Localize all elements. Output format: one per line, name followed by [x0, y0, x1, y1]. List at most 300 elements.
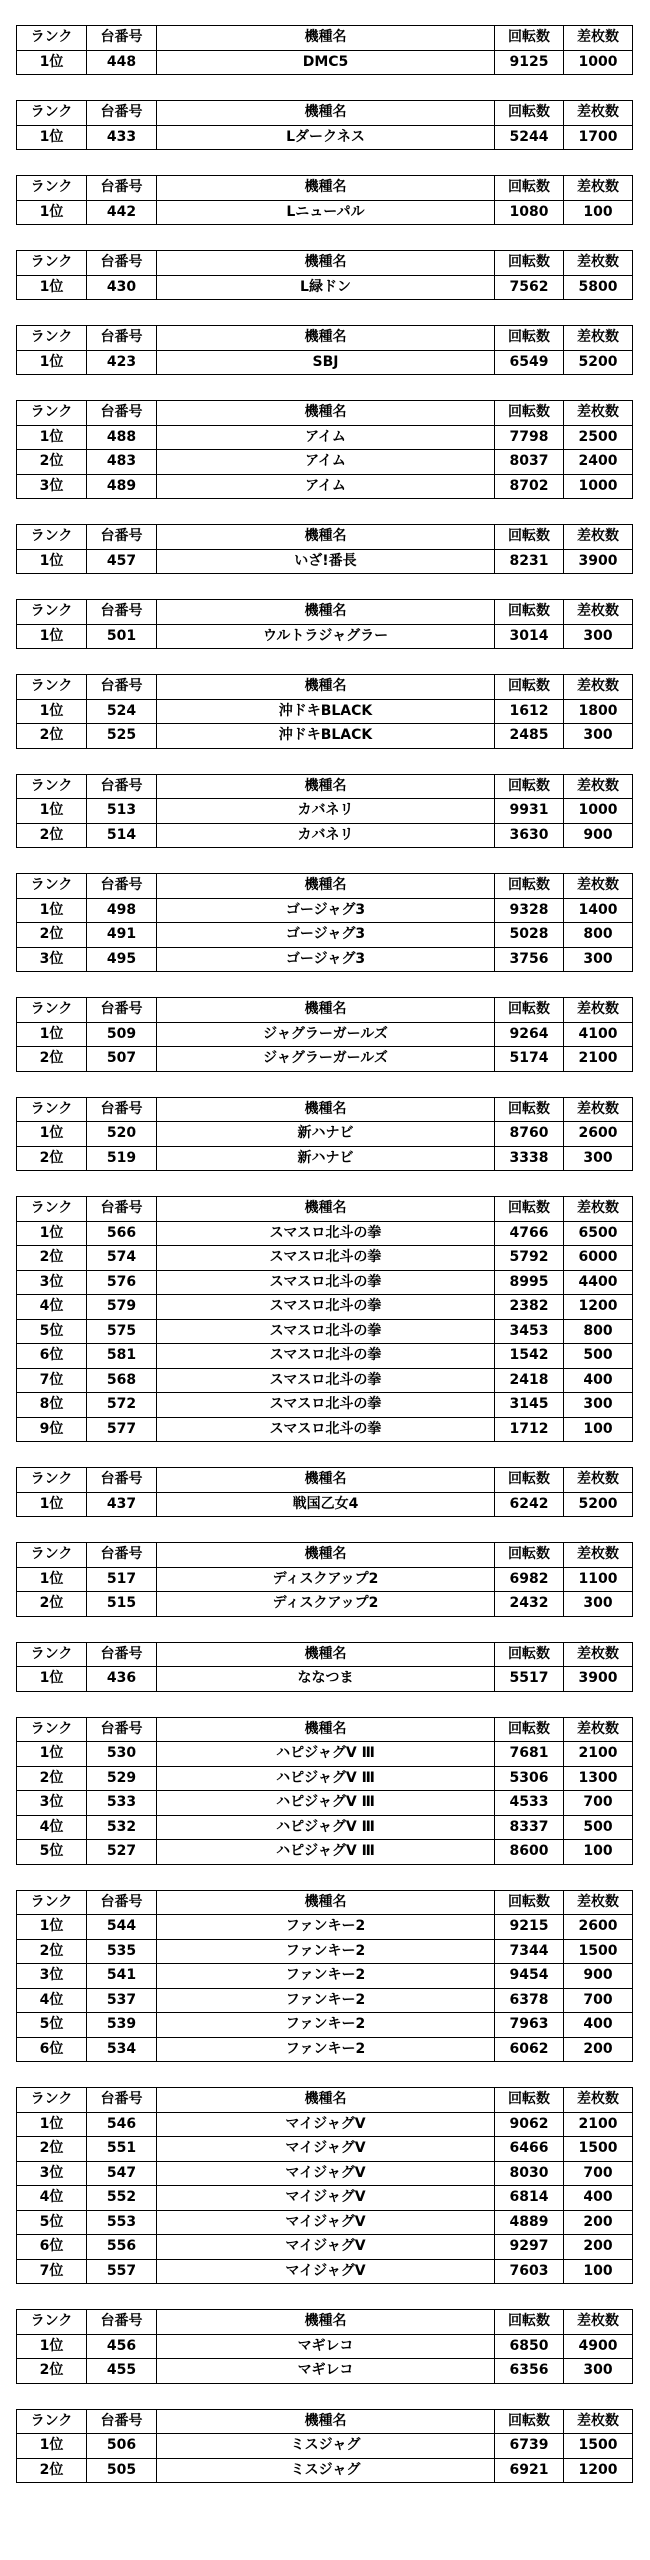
cell-machine-name: ゴージャグ3	[157, 898, 495, 923]
cell-medal-diff: 700	[564, 1988, 633, 2013]
cell-rank: 3位	[17, 1791, 87, 1816]
header-row	[17, 2409, 633, 2434]
cell-rank: 1位	[17, 898, 87, 923]
cell-medal-diff: 200	[564, 2210, 633, 2235]
cell-machine-name: マイジャグV	[157, 2235, 495, 2260]
header-spin-count: 回転数	[495, 1197, 564, 1222]
header-row	[17, 1468, 633, 1493]
table-row	[17, 799, 633, 824]
header-row	[17, 2088, 633, 2113]
table-row	[17, 1270, 633, 1295]
cell-machine-name: マイジャグV	[157, 2186, 495, 2211]
cell-machine-number: 495	[87, 947, 157, 972]
cell-medal-diff: 700	[564, 2161, 633, 2186]
cell-machine-number: 556	[87, 2235, 157, 2260]
header-machine-name: 機種名	[157, 2310, 495, 2335]
header-rank: ランク	[17, 326, 87, 351]
cell-medal-diff: 300	[564, 1592, 633, 1617]
cell-medal-diff: 1700	[564, 125, 633, 150]
cell-machine-number: 576	[87, 1270, 157, 1295]
cell-machine-number: 539	[87, 2013, 157, 2038]
cell-spin-count: 5306	[495, 1766, 564, 1791]
cell-medal-diff: 100	[564, 1417, 633, 1442]
cell-machine-name: ハピジャグV Ⅲ	[157, 1840, 495, 1865]
header-medal-diff: 差枚数	[564, 1097, 633, 1122]
header-spin-count: 回転数	[495, 401, 564, 426]
cell-medal-diff: 4100	[564, 1022, 633, 1047]
cell-spin-count: 8600	[495, 1840, 564, 1865]
cell-spin-count: 6850	[495, 2334, 564, 2359]
ranking-table	[16, 524, 633, 574]
header-spin-count: 回転数	[495, 2310, 564, 2335]
header-rank: ランク	[17, 101, 87, 126]
cell-spin-count: 6378	[495, 1988, 564, 2013]
table-row	[17, 1146, 633, 1171]
header-machine-number: 台番号	[87, 600, 157, 625]
cell-machine-number: 544	[87, 1915, 157, 1940]
cell-machine-name: ハピジャグV Ⅲ	[157, 1766, 495, 1791]
cell-medal-diff: 800	[564, 1319, 633, 1344]
header-machine-name: 機種名	[157, 525, 495, 550]
cell-spin-count: 6466	[495, 2137, 564, 2162]
cell-machine-number: 577	[87, 1417, 157, 1442]
header-machine-name: 機種名	[157, 2409, 495, 2434]
cell-machine-number: 541	[87, 1964, 157, 1989]
header-rank: ランク	[17, 251, 87, 276]
table-row	[17, 1766, 633, 1791]
cell-machine-number: 433	[87, 125, 157, 150]
cell-machine-name: マギレコ	[157, 2359, 495, 2384]
cell-rank: 1位	[17, 125, 87, 150]
cell-machine-name: ディスクアップ2	[157, 1567, 495, 1592]
cell-machine-name: DMC5	[157, 50, 495, 75]
header-machine-name: 機種名	[157, 1642, 495, 1667]
cell-machine-name: ジャグラーガールズ	[157, 1022, 495, 1047]
cell-rank: 1位	[17, 549, 87, 574]
header-spin-count: 回転数	[495, 1717, 564, 1742]
cell-medal-diff: 300	[564, 724, 633, 749]
header-machine-name: 機種名	[157, 101, 495, 126]
cell-machine-number: 551	[87, 2137, 157, 2162]
cell-rank: 1位	[17, 2434, 87, 2459]
header-rank: ランク	[17, 176, 87, 201]
cell-rank: 2位	[17, 1939, 87, 1964]
header-rank: ランク	[17, 874, 87, 899]
cell-rank: 1位	[17, 699, 87, 724]
cell-machine-name: スマスロ北斗の拳	[157, 1319, 495, 1344]
header-row	[17, 1197, 633, 1222]
cell-medal-diff: 200	[564, 2037, 633, 2062]
cell-machine-name: スマスロ北斗の拳	[157, 1368, 495, 1393]
cell-machine-name: ゴージャグ3	[157, 947, 495, 972]
cell-medal-diff: 200	[564, 2235, 633, 2260]
cell-medal-diff: 2600	[564, 1915, 633, 1940]
header-rank: ランク	[17, 1197, 87, 1222]
header-row	[17, 998, 633, 1023]
ranking-table	[16, 1196, 633, 1442]
ranking-table	[16, 100, 633, 150]
cell-spin-count: 8995	[495, 1270, 564, 1295]
cell-spin-count: 6549	[495, 350, 564, 375]
table-row	[17, 2334, 633, 2359]
cell-machine-name: スマスロ北斗の拳	[157, 1344, 495, 1369]
cell-spin-count: 4766	[495, 1221, 564, 1246]
cell-machine-number: 581	[87, 1344, 157, 1369]
header-rank: ランク	[17, 600, 87, 625]
cell-machine-number: 506	[87, 2434, 157, 2459]
header-spin-count: 回転数	[495, 1642, 564, 1667]
cell-medal-diff: 1500	[564, 2137, 633, 2162]
cell-rank: 1位	[17, 2334, 87, 2359]
cell-machine-name: ハピジャグV Ⅲ	[157, 1742, 495, 1767]
cell-rank: 7位	[17, 2259, 87, 2284]
table-row	[17, 1592, 633, 1617]
table-row	[17, 1246, 633, 1271]
header-row	[17, 1717, 633, 1742]
table-row	[17, 1221, 633, 1246]
header-row	[17, 874, 633, 899]
cell-machine-number: 505	[87, 2458, 157, 2483]
table-row	[17, 2112, 633, 2137]
ranking-table	[16, 2409, 633, 2484]
cell-machine-number: 483	[87, 450, 157, 475]
ranking-table	[16, 1642, 633, 1692]
table-row	[17, 947, 633, 972]
cell-machine-number: 423	[87, 350, 157, 375]
cell-rank: 2位	[17, 923, 87, 948]
cell-machine-number: 437	[87, 1492, 157, 1517]
ranking-table	[16, 1467, 633, 1517]
cell-rank: 4位	[17, 2186, 87, 2211]
cell-machine-number: 533	[87, 1791, 157, 1816]
cell-spin-count: 2382	[495, 1295, 564, 1320]
header-spin-count: 回転数	[495, 675, 564, 700]
cell-machine-name: スマスロ北斗の拳	[157, 1295, 495, 1320]
cell-machine-number: 530	[87, 1742, 157, 1767]
cell-rank: 1位	[17, 1022, 87, 1047]
cell-rank: 2位	[17, 823, 87, 848]
header-medal-diff: 差枚数	[564, 251, 633, 276]
cell-medal-diff: 5800	[564, 275, 633, 300]
cell-rank: 3位	[17, 1270, 87, 1295]
table-row	[17, 1417, 633, 1442]
header-medal-diff: 差枚数	[564, 774, 633, 799]
header-medal-diff: 差枚数	[564, 176, 633, 201]
cell-medal-diff: 500	[564, 1344, 633, 1369]
header-spin-count: 回転数	[495, 2409, 564, 2434]
cell-machine-name: 新ハナビ	[157, 1146, 495, 1171]
cell-medal-diff: 300	[564, 1146, 633, 1171]
header-machine-name: 機種名	[157, 401, 495, 426]
header-machine-number: 台番号	[87, 774, 157, 799]
header-medal-diff: 差枚数	[564, 874, 633, 899]
cell-machine-number: 553	[87, 2210, 157, 2235]
cell-spin-count: 7562	[495, 275, 564, 300]
cell-rank: 5位	[17, 1840, 87, 1865]
table-row	[17, 275, 633, 300]
header-medal-diff: 差枚数	[564, 1468, 633, 1493]
cell-spin-count: 8030	[495, 2161, 564, 2186]
table-row	[17, 1122, 633, 1147]
table-row	[17, 2161, 633, 2186]
cell-medal-diff: 1500	[564, 1939, 633, 1964]
cell-spin-count: 9215	[495, 1915, 564, 1940]
ranking-table	[16, 774, 633, 849]
table-row	[17, 1988, 633, 2013]
cell-machine-name: SBJ	[157, 350, 495, 375]
header-machine-number: 台番号	[87, 326, 157, 351]
cell-machine-name: ミスジャグ	[157, 2458, 495, 2483]
header-machine-name: 機種名	[157, 176, 495, 201]
header-machine-name: 機種名	[157, 326, 495, 351]
cell-medal-diff: 2100	[564, 1742, 633, 1767]
header-medal-diff: 差枚数	[564, 2409, 633, 2434]
header-spin-count: 回転数	[495, 998, 564, 1023]
cell-spin-count: 6062	[495, 2037, 564, 2062]
cell-rank: 1位	[17, 1567, 87, 1592]
cell-machine-number: 527	[87, 1840, 157, 1865]
cell-rank: 1位	[17, 799, 87, 824]
cell-spin-count: 3630	[495, 823, 564, 848]
table-row	[17, 450, 633, 475]
cell-spin-count: 6242	[495, 1492, 564, 1517]
cell-medal-diff: 900	[564, 823, 633, 848]
header-rank: ランク	[17, 1097, 87, 1122]
cell-medal-diff: 4400	[564, 1270, 633, 1295]
cell-machine-number: 488	[87, 425, 157, 450]
cell-machine-name: スマスロ北斗の拳	[157, 1270, 495, 1295]
cell-rank: 1位	[17, 1122, 87, 1147]
cell-machine-number: 513	[87, 799, 157, 824]
table-row	[17, 1791, 633, 1816]
header-machine-name: 機種名	[157, 1197, 495, 1222]
header-machine-number: 台番号	[87, 1890, 157, 1915]
header-rank: ランク	[17, 1642, 87, 1667]
cell-medal-diff: 100	[564, 2259, 633, 2284]
cell-machine-name: ファンキー2	[157, 1964, 495, 1989]
cell-rank: 1位	[17, 1915, 87, 1940]
header-machine-name: 機種名	[157, 675, 495, 700]
cell-machine-number: 509	[87, 1022, 157, 1047]
table-row	[17, 350, 633, 375]
cell-machine-name: ミスジャグ	[157, 2434, 495, 2459]
header-medal-diff: 差枚数	[564, 1717, 633, 1742]
header-machine-name: 機種名	[157, 1097, 495, 1122]
header-medal-diff: 差枚数	[564, 2310, 633, 2335]
cell-machine-number: 557	[87, 2259, 157, 2284]
cell-rank: 2位	[17, 1592, 87, 1617]
header-spin-count: 回転数	[495, 176, 564, 201]
cell-spin-count: 1542	[495, 1344, 564, 1369]
header-medal-diff: 差枚数	[564, 2088, 633, 2113]
ranking-table	[16, 674, 633, 749]
cell-medal-diff: 400	[564, 1368, 633, 1393]
cell-machine-name: L緑ドン	[157, 275, 495, 300]
header-row	[17, 101, 633, 126]
table-row	[17, 2013, 633, 2038]
header-row	[17, 600, 633, 625]
cell-spin-count: 8231	[495, 549, 564, 574]
cell-spin-count: 5174	[495, 1047, 564, 1072]
cell-medal-diff: 1000	[564, 474, 633, 499]
cell-medal-diff: 2600	[564, 1122, 633, 1147]
cell-machine-name: マイジャグV	[157, 2137, 495, 2162]
cell-machine-name: 沖ドキBLACK	[157, 724, 495, 749]
table-row	[17, 2210, 633, 2235]
cell-spin-count: 6814	[495, 2186, 564, 2211]
cell-medal-diff: 4900	[564, 2334, 633, 2359]
cell-medal-diff: 2400	[564, 450, 633, 475]
header-medal-diff: 差枚数	[564, 1642, 633, 1667]
header-row	[17, 251, 633, 276]
table-row	[17, 1319, 633, 1344]
cell-rank: 3位	[17, 947, 87, 972]
header-rank: ランク	[17, 1890, 87, 1915]
table-row	[17, 1344, 633, 1369]
cell-medal-diff: 500	[564, 1815, 633, 1840]
cell-spin-count: 2485	[495, 724, 564, 749]
cell-rank: 6位	[17, 1344, 87, 1369]
cell-machine-name: ファンキー2	[157, 1939, 495, 1964]
cell-machine-name: カバネリ	[157, 799, 495, 824]
table-row	[17, 2259, 633, 2284]
header-machine-number: 台番号	[87, 1097, 157, 1122]
header-row	[17, 326, 633, 351]
cell-spin-count: 3338	[495, 1146, 564, 1171]
cell-medal-diff: 2100	[564, 1047, 633, 1072]
cell-medal-diff: 300	[564, 1393, 633, 1418]
cell-medal-diff: 6500	[564, 1221, 633, 1246]
table-row	[17, 50, 633, 75]
header-row	[17, 1543, 633, 1568]
header-medal-diff: 差枚数	[564, 401, 633, 426]
cell-spin-count: 9328	[495, 898, 564, 923]
cell-medal-diff: 1200	[564, 1295, 633, 1320]
table-row	[17, 1295, 633, 1320]
cell-medal-diff: 800	[564, 923, 633, 948]
cell-rank: 5位	[17, 1319, 87, 1344]
header-machine-number: 台番号	[87, 525, 157, 550]
ranking-table	[16, 2087, 633, 2284]
table-row	[17, 898, 633, 923]
cell-medal-diff: 5200	[564, 350, 633, 375]
cell-rank: 1位	[17, 1667, 87, 1692]
cell-rank: 1位	[17, 2112, 87, 2137]
header-row	[17, 1890, 633, 1915]
cell-machine-number: 525	[87, 724, 157, 749]
cell-spin-count: 3145	[495, 1393, 564, 1418]
header-machine-number: 台番号	[87, 998, 157, 1023]
cell-machine-number: 566	[87, 1221, 157, 1246]
cell-medal-diff: 1000	[564, 50, 633, 75]
header-rank: ランク	[17, 2088, 87, 2113]
header-machine-number: 台番号	[87, 101, 157, 126]
cell-machine-name: ファンキー2	[157, 2013, 495, 2038]
cell-rank: 2位	[17, 724, 87, 749]
cell-machine-name: ジャグラーガールズ	[157, 1047, 495, 1072]
table-row	[17, 1022, 633, 1047]
cell-machine-number: 455	[87, 2359, 157, 2384]
header-machine-number: 台番号	[87, 874, 157, 899]
cell-spin-count: 3453	[495, 1319, 564, 1344]
cell-spin-count: 4889	[495, 2210, 564, 2235]
cell-machine-number: 515	[87, 1592, 157, 1617]
cell-rank: 1位	[17, 350, 87, 375]
cell-machine-number: 436	[87, 1667, 157, 1692]
header-rank: ランク	[17, 2310, 87, 2335]
header-machine-number: 台番号	[87, 1717, 157, 1742]
cell-rank: 1位	[17, 624, 87, 649]
cell-rank: 4位	[17, 1815, 87, 1840]
ranking-table	[16, 2309, 633, 2384]
cell-spin-count: 3014	[495, 624, 564, 649]
cell-medal-diff: 900	[564, 1964, 633, 1989]
header-rank: ランク	[17, 2409, 87, 2434]
cell-machine-number: 430	[87, 275, 157, 300]
cell-machine-number: 552	[87, 2186, 157, 2211]
cell-machine-number: 532	[87, 1815, 157, 1840]
cell-spin-count: 3756	[495, 947, 564, 972]
cell-machine-number: 535	[87, 1939, 157, 1964]
cell-medal-diff: 1100	[564, 1567, 633, 1592]
cell-machine-number: 534	[87, 2037, 157, 2062]
cell-machine-number: 524	[87, 699, 157, 724]
header-machine-name: 機種名	[157, 874, 495, 899]
cell-machine-name: いざ!番長	[157, 549, 495, 574]
cell-rank: 8位	[17, 1393, 87, 1418]
table-row	[17, 2359, 633, 2384]
cell-rank: 4位	[17, 1295, 87, 1320]
header-rank: ランク	[17, 675, 87, 700]
cell-spin-count: 9125	[495, 50, 564, 75]
cell-spin-count: 1712	[495, 1417, 564, 1442]
cell-machine-number: 519	[87, 1146, 157, 1171]
header-medal-diff: 差枚数	[564, 600, 633, 625]
cell-medal-diff: 400	[564, 2013, 633, 2038]
cell-spin-count: 2432	[495, 1592, 564, 1617]
header-machine-name: 機種名	[157, 998, 495, 1023]
cell-medal-diff: 300	[564, 947, 633, 972]
header-rank: ランク	[17, 1468, 87, 1493]
table-row	[17, 474, 633, 499]
cell-spin-count: 8337	[495, 1815, 564, 1840]
cell-medal-diff: 6000	[564, 1246, 633, 1271]
table-row	[17, 1939, 633, 1964]
cell-machine-number: 501	[87, 624, 157, 649]
ranking-table	[16, 1097, 633, 1172]
cell-machine-number: 457	[87, 549, 157, 574]
cell-spin-count: 7344	[495, 1939, 564, 1964]
cell-machine-name: ハピジャグV Ⅲ	[157, 1815, 495, 1840]
cell-rank: 2位	[17, 2137, 87, 2162]
header-rank: ランク	[17, 401, 87, 426]
cell-rank: 2位	[17, 450, 87, 475]
header-spin-count: 回転数	[495, 326, 564, 351]
cell-machine-name: ハピジャグV Ⅲ	[157, 1791, 495, 1816]
cell-machine-name: ファンキー2	[157, 1915, 495, 1940]
cell-machine-name: マイジャグV	[157, 2259, 495, 2284]
ranking-table	[16, 1890, 633, 2063]
cell-rank: 1位	[17, 425, 87, 450]
cell-rank: 2位	[17, 1766, 87, 1791]
header-medal-diff: 差枚数	[564, 326, 633, 351]
cell-spin-count: 1612	[495, 699, 564, 724]
table-row	[17, 2434, 633, 2459]
header-row	[17, 2310, 633, 2335]
cell-machine-number: 537	[87, 1988, 157, 2013]
cell-machine-name: ななつま	[157, 1667, 495, 1692]
cell-machine-name: スマスロ北斗の拳	[157, 1393, 495, 1418]
